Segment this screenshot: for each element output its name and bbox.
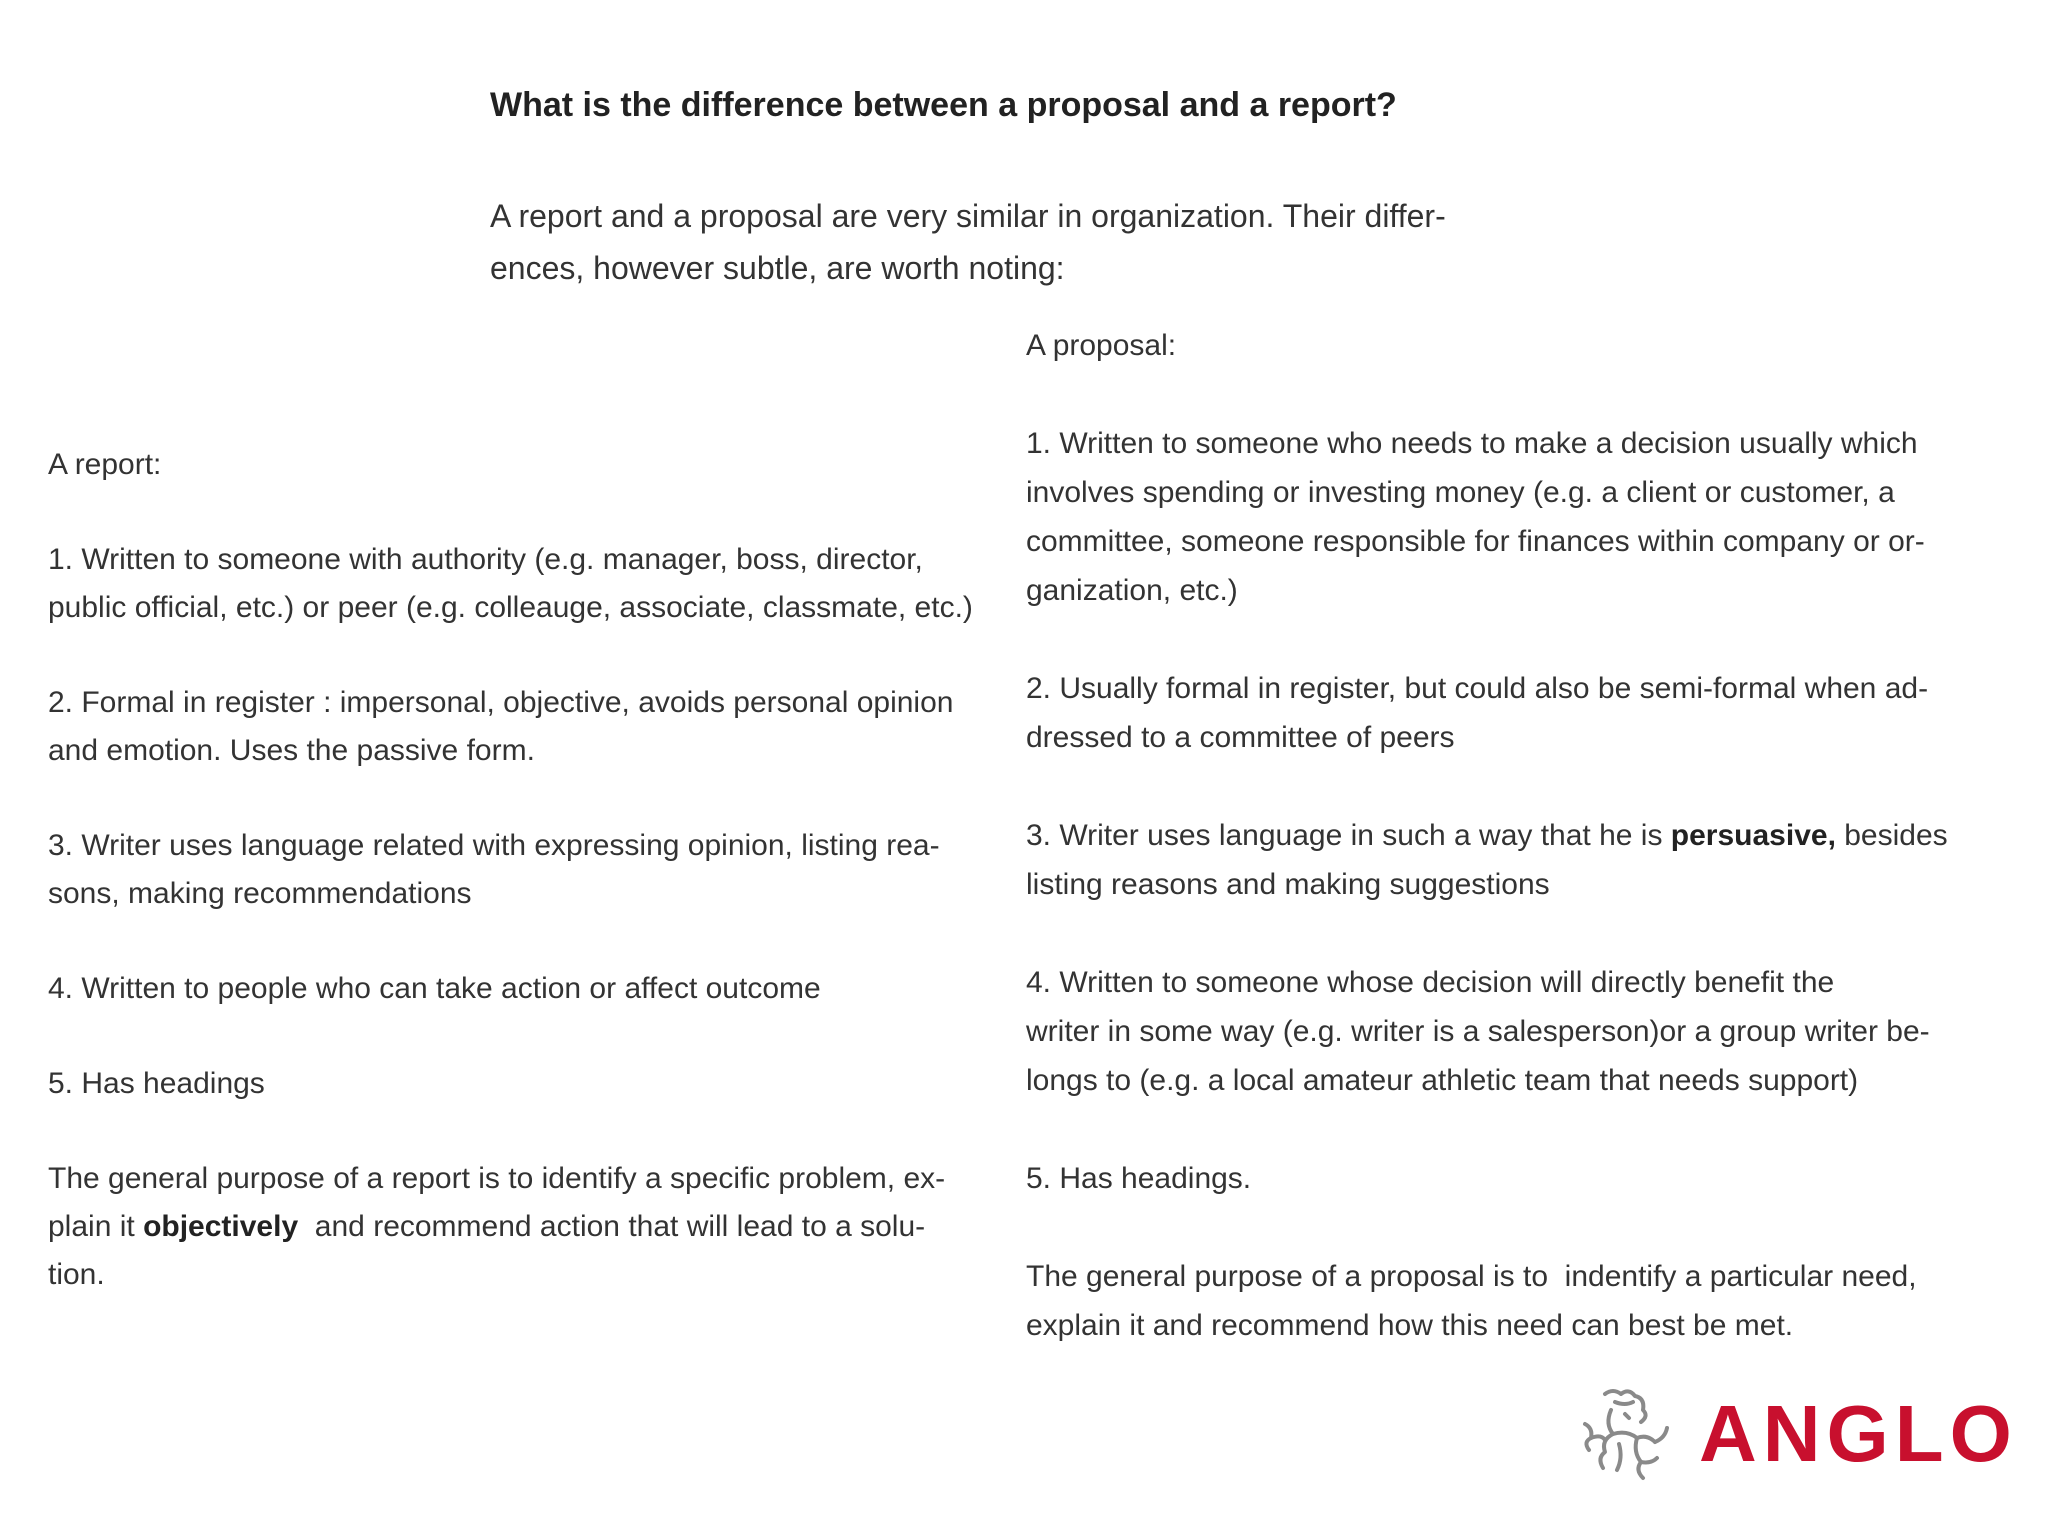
proposal-item-2 bbox=[1026, 664, 1948, 762]
text-line: tion. bbox=[48, 1258, 105, 1291]
report-column bbox=[48, 441, 973, 1346]
proposal-column bbox=[1026, 321, 1948, 1399]
intro-line: ences, however subtle, are worth noting: bbox=[490, 250, 1065, 286]
report-heading: A report: bbox=[48, 448, 162, 481]
text-line: The general purpose of a proposal is to indentify a particular need, bbox=[1026, 1260, 1917, 1293]
report-item-2 bbox=[48, 679, 973, 775]
text-line: writer in some way (e.g. writer is a salesperson)or a group writer be- bbox=[1026, 1015, 1930, 1048]
proposal-item-3 bbox=[1026, 811, 1948, 909]
text-line: committee, someone responsible for finances within company or or- bbox=[1026, 525, 1925, 558]
text-line: 4. Written to someone whose decision will directly benefit the bbox=[1026, 966, 1835, 999]
proposal-purpose bbox=[1026, 1252, 1948, 1350]
report-item-4: 4. Written to people who can take action or affect outcome bbox=[48, 972, 821, 1005]
logo-wordmark: ANGLO bbox=[1699, 1389, 2018, 1478]
text-line: sons, making recommendations bbox=[48, 877, 472, 910]
text-line: involves spending or investing money (e.g. a client or customer, a bbox=[1026, 476, 1895, 509]
text-line: 3. Writer uses language related with expressing opinion, listing rea- bbox=[48, 829, 940, 862]
text-line: explain it and recommend how this need can best be met. bbox=[1026, 1309, 1794, 1342]
emphasis-objectively: objectively bbox=[143, 1210, 299, 1243]
text-line: ganization, etc.) bbox=[1026, 574, 1238, 607]
proposal-heading: A proposal: bbox=[1026, 329, 1177, 362]
anglo-logo bbox=[1575, 1384, 2018, 1484]
intro-line: A report and a proposal are very similar in organization. Their differ- bbox=[490, 198, 1446, 234]
text-line: besides bbox=[1835, 819, 1948, 852]
text-line: public official, etc.) or peer (e.g. colleauge, associate, classmate, etc.) bbox=[48, 591, 973, 624]
text-line: 2. Usually formal in register, but could also be semi-formal when ad- bbox=[1026, 672, 1929, 705]
text-line: longs to (e.g. a local amateur athletic team that needs support) bbox=[1026, 1064, 1859, 1097]
text-line: 2. Formal in register : impersonal, objective, avoids personal opinion bbox=[48, 686, 954, 719]
proposal-item-5: 5. Has headings. bbox=[1026, 1162, 1252, 1195]
report-purpose bbox=[48, 1155, 973, 1299]
text-line: listing reasons and making suggestions bbox=[1026, 868, 1550, 901]
page-title: What is the difference between a proposal and a report? bbox=[490, 86, 1397, 124]
text-line: dressed to a committee of peers bbox=[1026, 721, 1455, 754]
intro-paragraph bbox=[490, 190, 1446, 294]
text-line: The general purpose of a report is to identify a specific problem, ex- bbox=[48, 1162, 946, 1195]
text-line: 1. Written to someone who needs to make a decision usually which bbox=[1026, 427, 1918, 460]
proposal-item-1 bbox=[1026, 419, 1948, 615]
text-line: plain it bbox=[48, 1210, 144, 1243]
text-line: and recommend action that will lead to a solu- bbox=[298, 1210, 926, 1243]
emphasis-persuasive: persuasive, bbox=[1670, 819, 1836, 852]
proposal-item-4 bbox=[1026, 958, 1948, 1105]
text-line: and emotion. Uses the passive form. bbox=[48, 734, 535, 767]
report-item-3 bbox=[48, 822, 973, 918]
text-line: 1. Written to someone with authority (e.g. manager, boss, director, bbox=[48, 543, 923, 576]
report-item-5: 5. Has headings bbox=[48, 1067, 265, 1100]
heraldic-lion-icon bbox=[1575, 1384, 1675, 1484]
report-item-1 bbox=[48, 536, 973, 632]
text-line: 3. Writer uses language in such a way that he is bbox=[1026, 819, 1671, 852]
